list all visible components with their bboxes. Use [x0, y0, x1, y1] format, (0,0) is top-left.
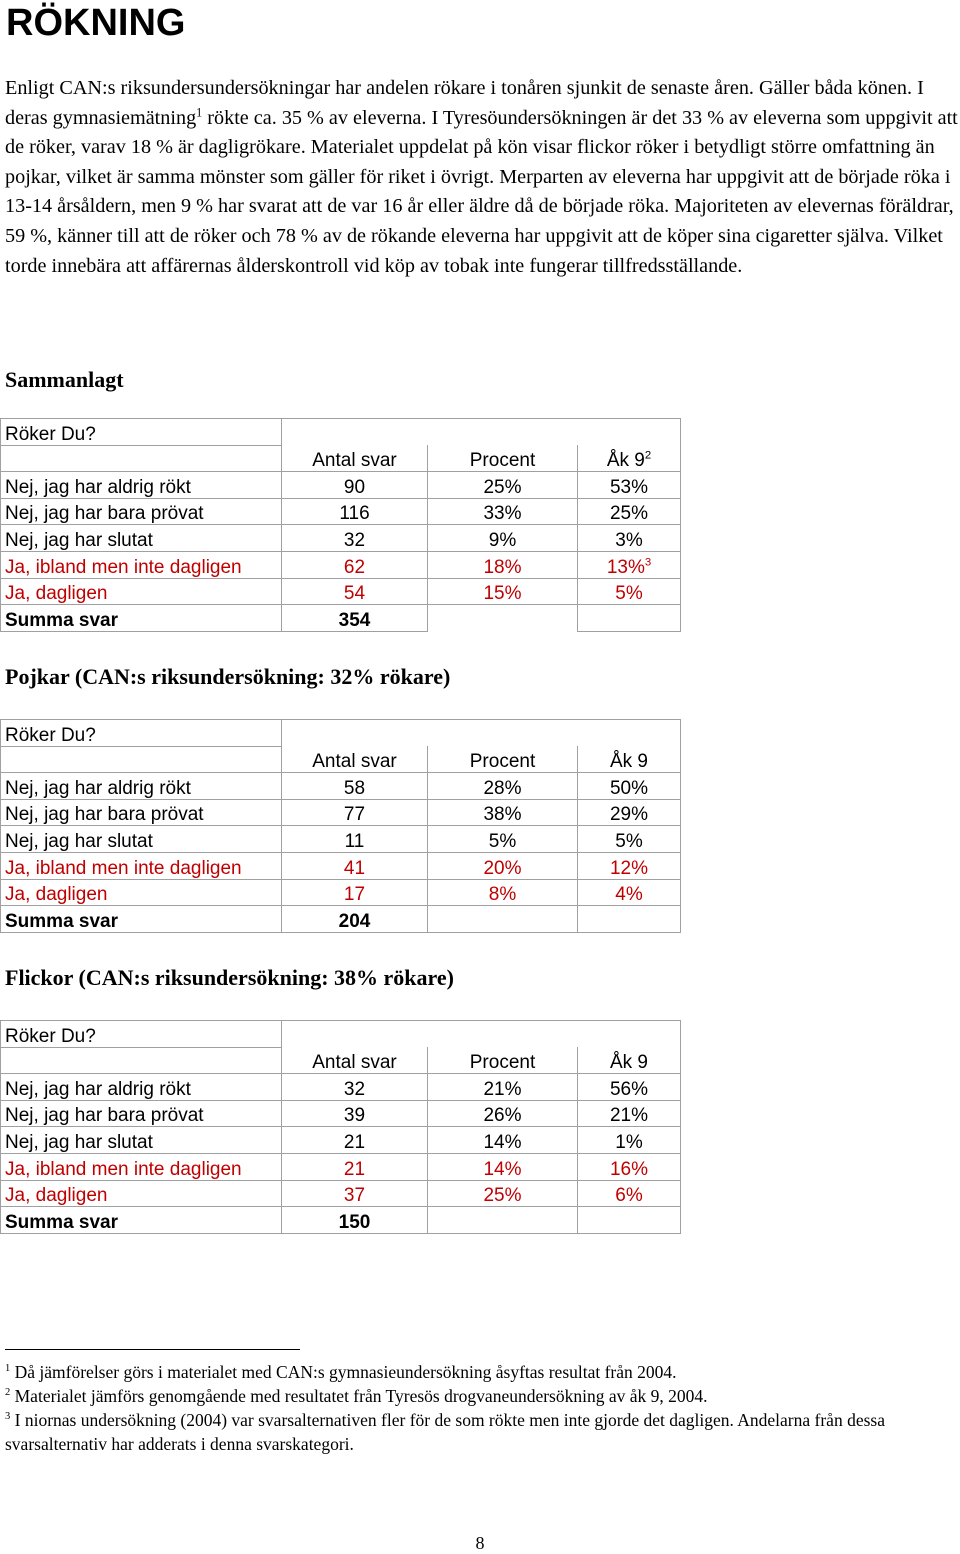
row-ak9: 4%	[578, 879, 681, 906]
footnote-ref-2[interactable]: 2	[644, 449, 652, 462]
table-row	[1, 551, 681, 578]
question-label: Röker Du?	[1, 720, 282, 747]
col-header-count: Antal svar	[282, 746, 428, 773]
table-row	[1, 826, 681, 853]
footnote-text: Då jämförelser görs i materialet med CAN:s gymnasieundersökning åsyftas resultat från 2004.	[10, 1362, 677, 1382]
blank-cell	[428, 605, 578, 632]
row-percent: 38%	[428, 799, 578, 826]
row-ak9: 1%	[578, 1127, 681, 1154]
blank-cell	[1, 746, 282, 773]
col-header-count: Antal svar	[282, 1047, 428, 1074]
table-header-row	[1, 445, 681, 472]
table-row	[1, 1153, 681, 1180]
table-row	[1, 799, 681, 826]
row-ak9: 5%	[578, 826, 681, 853]
footnote-number: 3	[5, 1411, 11, 1423]
total-label: Summa svar	[1, 605, 282, 632]
table-question-row	[1, 419, 681, 446]
row-count: 41	[282, 852, 428, 879]
row-ak9: 12%	[578, 852, 681, 879]
row-label: Ja, dagligen	[1, 879, 282, 906]
blank-cell	[428, 906, 578, 933]
row-label: Nej, jag har aldrig rökt	[1, 773, 282, 800]
table-header-row	[1, 746, 681, 773]
col-header-ak9: Åk 9	[578, 746, 681, 773]
footnote	[5, 1360, 955, 1384]
row-label: Ja, ibland men inte dagligen	[1, 551, 282, 578]
row-count: 32	[282, 525, 428, 552]
row-ak9: 50%	[578, 773, 681, 800]
row-ak9: 25%	[578, 498, 681, 525]
row-count: 21	[282, 1153, 428, 1180]
row-ak9: 16%	[578, 1153, 681, 1180]
row-percent: 26%	[428, 1100, 578, 1127]
table-row	[1, 578, 681, 605]
blank-cell	[1, 445, 282, 472]
blank-cell	[578, 1207, 681, 1234]
table-row	[1, 525, 681, 552]
row-count: 58	[282, 773, 428, 800]
row-count: 77	[282, 799, 428, 826]
total-count: 204	[282, 906, 428, 933]
blank-cell	[578, 906, 681, 933]
col-header-percent: Procent	[428, 1047, 578, 1074]
table-row	[1, 879, 681, 906]
row-percent: 20%	[428, 852, 578, 879]
row-label: Nej, jag har slutat	[1, 525, 282, 552]
row-percent: 25%	[428, 1180, 578, 1207]
table-total-row	[1, 906, 681, 933]
row-percent: 33%	[428, 498, 578, 525]
table-boys	[0, 719, 681, 933]
footnote-divider	[5, 1349, 300, 1350]
footnote-text: I niornas undersökning (2004) var svarsalternativen fler för de som rökte men inte gjorde det dagligen. Andelarna från dessa svarsalternativ har adderats i denna svarskategori.	[5, 1410, 885, 1454]
blank-cell	[578, 605, 681, 632]
row-percent: 28%	[428, 773, 578, 800]
intro-text-part-2: rökte ca. 35 % av eleverna. I Tyresöundersökningen är det 33 % av eleverna som uppgivit att de röker, varav 18 % är dagligrökare. Materialet uppdelat på kön visar flickor röker i betydligt större omfattning än pojkar, vilket är samma mönster som gäller för riket i övrigt. Merparten av eleverna har uppgivit att de började röka i 13-14 årsåldern, men 9 % har svarat att de var 16 år eller äldre då de började röka. Majoriteten av elevernas föräldrar, 59 %, känner till att de röker och 78 % av de rökande eleverna har uppgivit att de köper sina cigaretter själva. Vilket torde innebära att affärernas ålderskontroll vid köp av tobak inte fungerar tillfredsställande.	[5, 106, 958, 277]
table-header-row	[1, 1047, 681, 1074]
row-count: 54	[282, 578, 428, 605]
row-ak9	[578, 551, 681, 578]
intro-text-part-1: Enligt CAN:s riksundersundersökningar har andelen rökare i tonåren sjunkit de senaste åren. Gäller båda könen. I deras gymnasiemätning	[5, 77, 924, 129]
row-ak9: 6%	[578, 1180, 681, 1207]
section-heading-boys: Pojkar (CAN:s riksundersökning: 32% rökare)	[5, 664, 451, 689]
row-percent: 14%	[428, 1127, 578, 1154]
table-question-row	[1, 720, 681, 747]
table-row	[1, 498, 681, 525]
row-percent: 5%	[428, 826, 578, 853]
row-label: Nej, jag har slutat	[1, 826, 282, 853]
table-row	[1, 1100, 681, 1127]
footnote	[5, 1408, 955, 1456]
row-percent: 25%	[428, 472, 578, 499]
table-girls	[0, 1020, 681, 1234]
section-heading-total: Sammanlagt	[5, 367, 124, 392]
table-total	[0, 418, 681, 632]
question-label: Röker Du?	[1, 1021, 282, 1048]
footnote	[5, 1384, 955, 1408]
row-ak9: 5%	[578, 578, 681, 605]
table-row	[1, 472, 681, 499]
total-label: Summa svar	[1, 906, 282, 933]
total-label: Summa svar	[1, 1207, 282, 1234]
footnote-number: 2	[5, 1387, 11, 1399]
section-heading-girls: Flickor (CAN:s riksundersökning: 38% rökare)	[5, 965, 454, 990]
row-ak9: 56%	[578, 1074, 681, 1101]
row-label: Ja, ibland men inte dagligen	[1, 1153, 282, 1180]
blank-cell	[428, 1207, 578, 1234]
footnote-text: Materialet jämförs genomgående med resultatet från Tyresös drogvaneundersökning av åk 9, 2004.	[10, 1386, 708, 1406]
row-label: Nej, jag har bara prövat	[1, 799, 282, 826]
table-total-row	[1, 605, 681, 632]
page-title: RÖKNING	[6, 2, 186, 44]
row-percent: 9%	[428, 525, 578, 552]
question-label: Röker Du?	[1, 419, 282, 446]
row-ak9-value: 13%	[606, 556, 645, 578]
row-count: 62	[282, 551, 428, 578]
row-count: 11	[282, 826, 428, 853]
blank-cell	[282, 720, 681, 747]
table-row	[1, 1180, 681, 1207]
row-count: 32	[282, 1074, 428, 1101]
row-label: Nej, jag har slutat	[1, 1127, 282, 1154]
row-label: Ja, dagligen	[1, 1180, 282, 1207]
table-row	[1, 1074, 681, 1101]
row-label: Nej, jag har bara prövat	[1, 498, 282, 525]
total-count: 354	[282, 605, 428, 632]
table-question-row	[1, 1021, 681, 1048]
row-count: 37	[282, 1180, 428, 1207]
col-header-ak9	[578, 445, 681, 472]
row-percent: 14%	[428, 1153, 578, 1180]
row-label: Nej, jag har aldrig rökt	[1, 472, 282, 499]
blank-cell	[282, 419, 681, 446]
footnote-number: 1	[5, 1363, 11, 1375]
row-ak9: 3%	[578, 525, 681, 552]
row-label: Nej, jag har bara prövat	[1, 1100, 282, 1127]
row-ak9: 53%	[578, 472, 681, 499]
col-header-ak9-label: Åk 9	[606, 450, 645, 472]
row-count: 17	[282, 879, 428, 906]
footnotes	[5, 1360, 955, 1456]
blank-cell	[282, 1021, 681, 1048]
row-percent: 8%	[428, 879, 578, 906]
row-percent: 21%	[428, 1074, 578, 1101]
table-total-row	[1, 1207, 681, 1234]
col-header-percent: Procent	[428, 445, 578, 472]
table-row	[1, 1127, 681, 1154]
col-header-ak9: Åk 9	[578, 1047, 681, 1074]
row-count: 90	[282, 472, 428, 499]
row-count: 116	[282, 498, 428, 525]
row-label: Ja, dagligen	[1, 578, 282, 605]
row-count: 39	[282, 1100, 428, 1127]
page-number: 8	[475, 1533, 485, 1553]
row-label: Nej, jag har aldrig rökt	[1, 1074, 282, 1101]
row-count: 21	[282, 1127, 428, 1154]
row-ak9: 21%	[578, 1100, 681, 1127]
row-ak9: 29%	[578, 799, 681, 826]
col-header-percent: Procent	[428, 746, 578, 773]
col-header-count: Antal svar	[282, 445, 428, 472]
row-percent: 18%	[428, 551, 578, 578]
row-percent: 15%	[428, 578, 578, 605]
table-row	[1, 852, 681, 879]
table-row	[1, 773, 681, 800]
footnote-ref-1[interactable]: 1	[196, 104, 203, 119]
blank-cell	[1, 1047, 282, 1074]
row-label: Ja, ibland men inte dagligen	[1, 852, 282, 879]
intro-paragraph	[5, 74, 960, 281]
footnote-ref-3[interactable]: 3	[644, 556, 652, 569]
total-count: 150	[282, 1207, 428, 1234]
